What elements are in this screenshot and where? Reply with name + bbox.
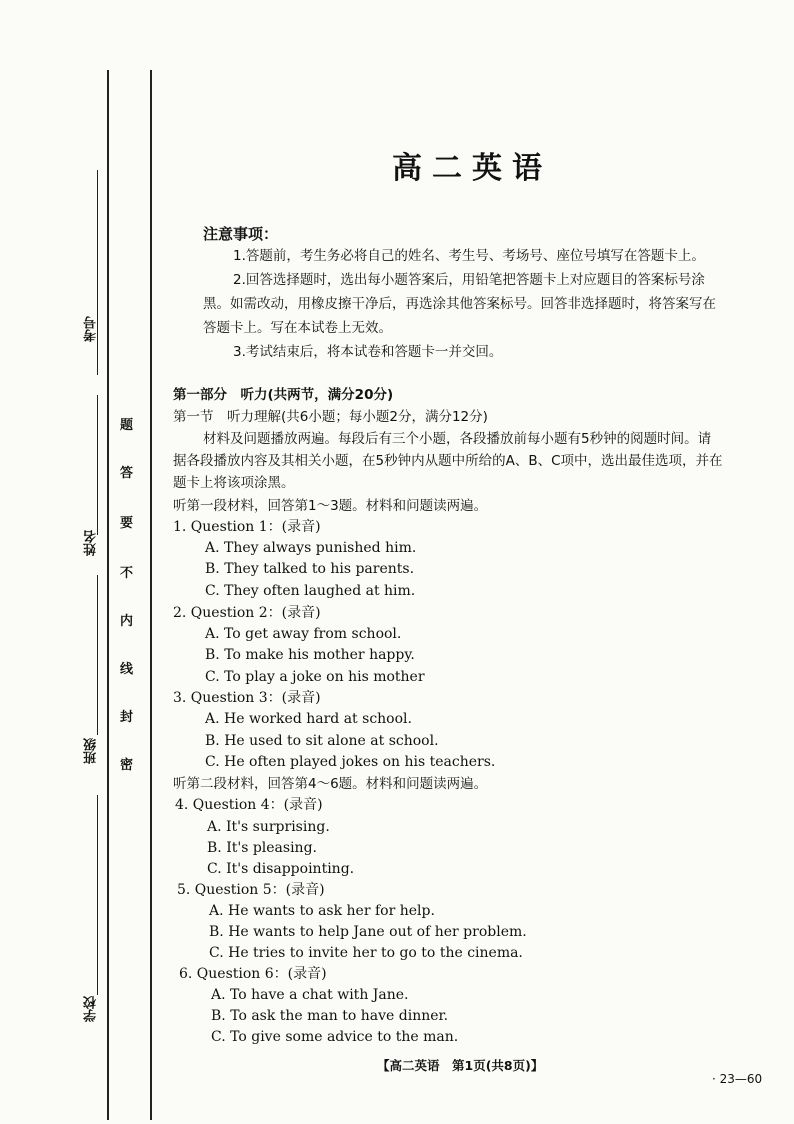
option: C. It's disappointing.	[207, 861, 355, 877]
instruction-line: 材料及问题播放两遍。每段后有三个小题，各段播放前每小题有5秒钟的阅题时间。请	[203, 431, 712, 447]
section-heading: 第一节 听力理解(共6小题；每小题2分，满分12分)	[173, 409, 488, 425]
binding-line-outer	[107, 70, 109, 1120]
exam-number-label: 考号	[84, 316, 99, 342]
school-label: 学校	[84, 996, 99, 1022]
binding-line-inner	[150, 70, 152, 1120]
class-label: 班级	[84, 738, 99, 764]
option: B. To make his mother happy.	[205, 647, 415, 663]
notice-item: 2.回答选择题时，选出每小题答案后，用铅笔把答题卡上对应题目的答案标号涂	[233, 272, 705, 288]
notice-item: 3.考试结束后，将本试卷和答题卡一并交回。	[233, 344, 503, 360]
option: C. To play a joke on his mother	[205, 669, 425, 685]
option: A. They always punished him.	[205, 540, 417, 556]
option: A. He wants to ask her for help.	[209, 903, 435, 919]
paper-code: · 23—60	[712, 1072, 763, 1086]
part-heading: 第一部分 听力(共两节，满分20分)	[173, 387, 394, 403]
question-label: 2. Question 2：(录音)	[173, 605, 321, 621]
option: B. It's pleasing.	[207, 840, 317, 856]
option: B. He used to sit alone at school.	[205, 733, 439, 749]
name-label: 姓名	[84, 530, 99, 556]
seal-char: 要	[120, 516, 134, 531]
question-label: 3. Question 3：(录音)	[173, 690, 321, 706]
instruction-line: 题卡上将该项涂黑。	[173, 475, 295, 491]
option: B. He wants to help Jane out of her problem.	[209, 924, 527, 940]
notice-item: 答题卡上。写在本试卷上无效。	[203, 320, 392, 336]
seal-char: 封	[120, 710, 134, 725]
option: C. He tries to invite her to go to the cinema.	[209, 945, 523, 961]
page-footer: 【高二英语 第1页(共8页)】	[377, 1058, 544, 1073]
option: C. To give some advice to the man.	[211, 1029, 459, 1045]
option: B. To ask the man to have dinner.	[211, 1008, 449, 1024]
exam-number-blank	[97, 170, 98, 375]
question-label: 5. Question 5：(录音)	[177, 882, 325, 898]
option: A. He worked hard at school.	[205, 711, 412, 727]
question-label: 6. Question 6：(录音)	[179, 966, 327, 982]
segment-instruction: 听第二段材料，回答第4～6题。材料和问题读两遍。	[173, 776, 488, 792]
notice-heading: 注意事项：	[203, 225, 279, 243]
option: C. They often laughed at him.	[205, 583, 416, 599]
seal-char: 密	[120, 758, 134, 773]
seal-char: 不	[120, 566, 134, 581]
question-label: 1. Question 1：(录音)	[173, 519, 321, 535]
seal-char: 线	[120, 662, 134, 677]
question-label: 4. Question 4：(录音)	[175, 797, 323, 813]
segment-instruction: 听第一段材料，回答第1～3题。材料和问题读两遍。	[173, 498, 488, 514]
name-blank	[97, 395, 98, 535]
option: A. To have a chat with Jane.	[211, 987, 409, 1003]
notice-item: 1.答题前，考生务必将自己的姓名、考生号、考场号、座位号填写在答题卡上。	[233, 248, 705, 264]
option: A. It's surprising.	[207, 819, 330, 835]
seal-char: 答	[120, 466, 134, 481]
option: B. They talked to his parents.	[205, 561, 415, 577]
class-blank	[97, 575, 98, 735]
school-blank	[97, 795, 98, 995]
seal-char: 题	[120, 418, 134, 433]
instruction-line: 据各段播放内容及其相关小题，在5秒钟内从题中所给的A、B、C项中，选出最佳选项，并在	[173, 453, 723, 469]
option: C. He often played jokes on his teachers.	[205, 754, 496, 770]
notice-item: 黑。如需改动，用橡皮擦干净后，再选涂其他答案标号。回答非选择题时，将答案写在	[203, 296, 716, 312]
option: A. To get away from school.	[205, 626, 402, 642]
page-title: 高二英语	[392, 151, 552, 186]
seal-char: 内	[120, 614, 134, 629]
